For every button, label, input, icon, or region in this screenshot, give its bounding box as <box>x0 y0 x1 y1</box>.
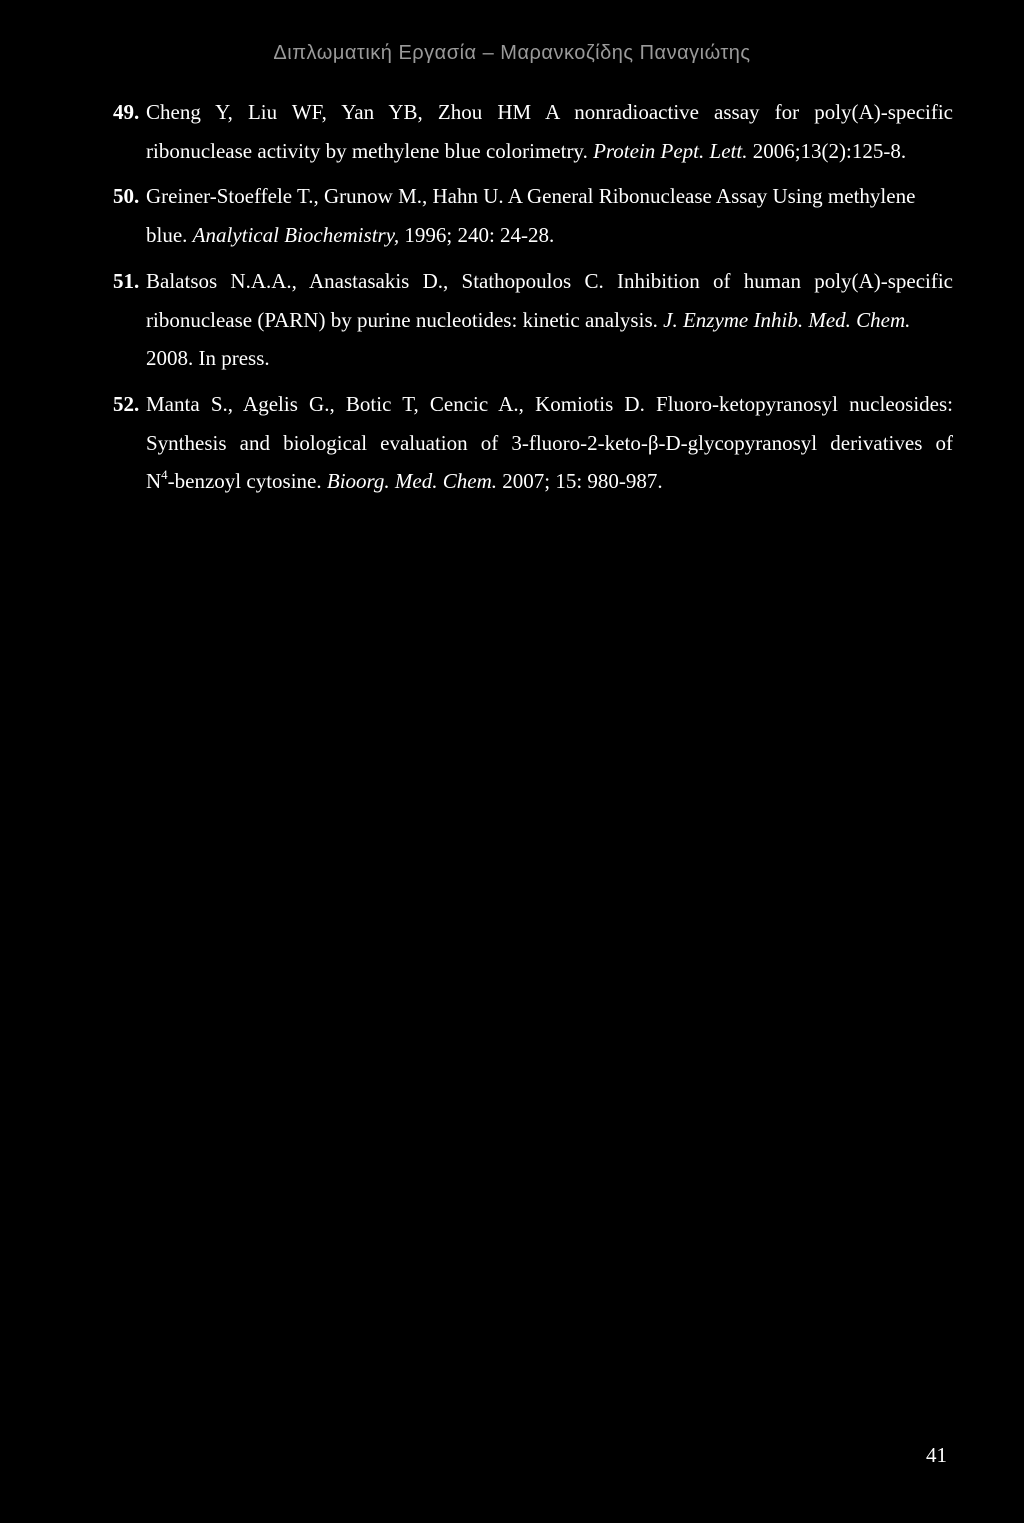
journal-name: Bioorg. Med. Chem. <box>326 469 497 494</box>
superscript: 4 <box>161 467 168 483</box>
reference-number: 50. <box>113 184 140 209</box>
reference-line: Balatsos N.A.A., Anastasakis D., Stathopoulos C. Inhibition of human poly(A)-specific <box>146 268 953 293</box>
reference-number: 49. <box>113 100 140 124</box>
running-header: Διπλωματική Εργασία – Μαρανκοζίδης Παναγιώτης <box>273 42 751 64</box>
citation-details: 2006;13(2):125-8. <box>752 138 907 163</box>
reference-line <box>146 132 953 171</box>
page-number: 41 <box>926 1443 947 1467</box>
reference-text: ribonuclease (PARN) by purine nucleotides: kinetic analysis. <box>146 307 658 332</box>
reference-number: 51. <box>113 268 140 293</box>
journal-name: J. Enzyme Inhib. Med. Chem. <box>663 307 911 332</box>
journal-name: Protein Pept. Lett. <box>593 138 748 163</box>
reference-line: Cheng Y, Liu WF, Yan YB, Zhou HM A nonradioactive assay for poly(A)-specific <box>146 100 953 124</box>
reference-item <box>113 385 953 501</box>
reference-line: Manta S., Agelis G., Botic T, Cencic A., Komiotis D. Fluoro-ketopyranosyl nucleosides: <box>146 391 953 416</box>
reference-text: N <box>146 469 162 494</box>
reference-text: -benzoyl cytosine. <box>167 469 322 494</box>
reference-line <box>146 301 953 340</box>
reference-number: 52. <box>113 391 140 416</box>
journal-name: Analytical Biochemistry, <box>192 223 400 248</box>
reference-line <box>146 216 953 255</box>
citation-details: 2007; 15: 980-987. <box>502 469 663 494</box>
reference-line: Synthesis and biological evaluation of 3-fluoro-2-keto-β-D-glycopyranosyl derivatives of <box>146 430 953 455</box>
reference-line: Greiner-Stoeffele T., Grunow M., Hahn U. A General Ribonuclease Assay Using methylene <box>146 184 916 209</box>
reference-list <box>113 93 953 508</box>
reference-item <box>113 177 953 254</box>
citation-details: 1996; 240: 24-28. <box>404 223 555 248</box>
citation-details: 2008. In press. <box>146 346 270 371</box>
reference-text: ribonuclease activity by methylene blue colorimetry. <box>146 138 588 163</box>
reference-item <box>113 93 953 170</box>
reference-line <box>146 462 953 501</box>
reference-item <box>113 262 953 378</box>
reference-text: blue. <box>146 223 188 248</box>
